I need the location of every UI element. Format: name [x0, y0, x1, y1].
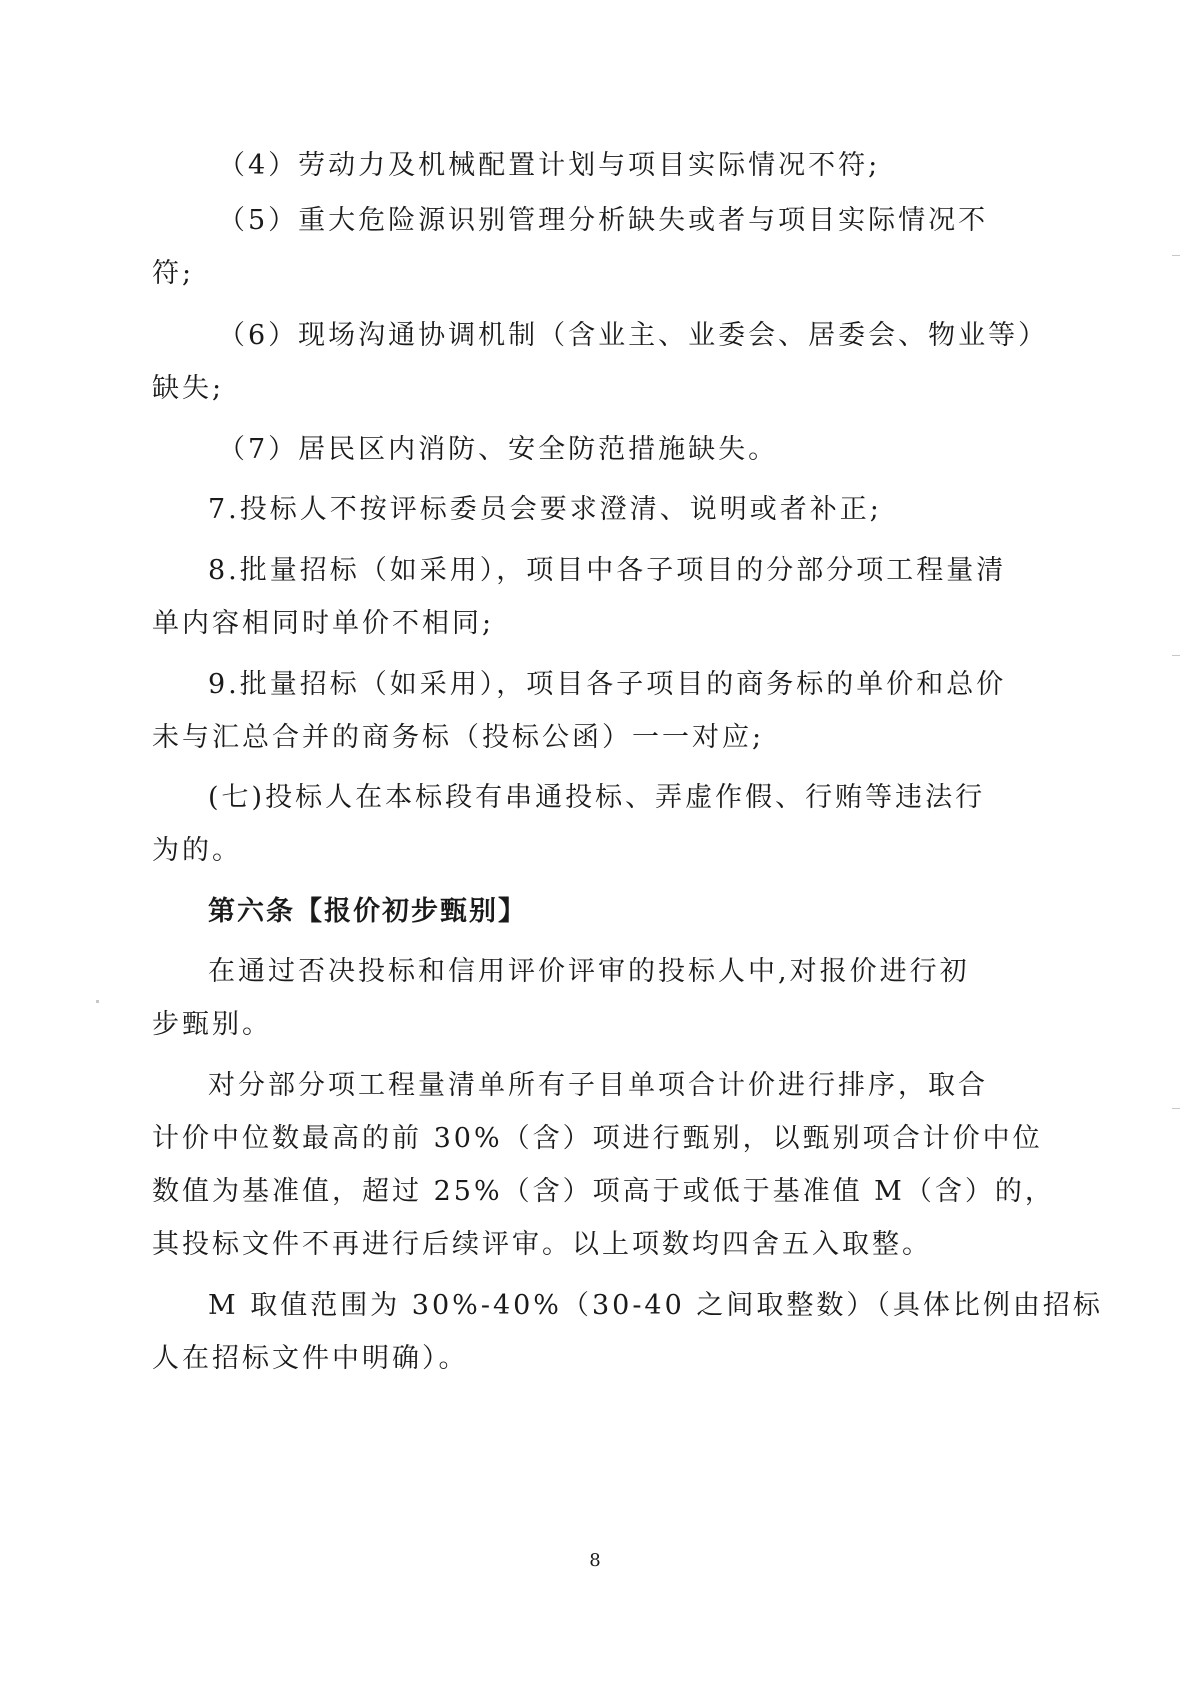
article-6-para-1-line-2: 步甄别。 [152, 1009, 272, 1040]
item-6-line-2: 缺失; [152, 373, 225, 404]
article-6-para-2-line-3: 数值为基准值，超过 25%（含）项高于或低于基准值 M（含）的， [152, 1176, 1055, 1207]
section-7-line-1: (七)投标人在本标段有串通投标、弄虚作假、行贿等违法行 [208, 782, 986, 813]
item-4-line: （4）劳动力及机械配置计划与项目实际情况不符; [218, 150, 881, 181]
article-6-para-3-line-1: M 取值范围为 30%-40%（30-40 之间取整数）（具体比例由招标 [208, 1290, 1103, 1321]
item-5-line-2: 符; [152, 258, 195, 289]
clause-8-line-1: 8.批量招标（如采用），项目中各子项目的分部分项工程量清 [208, 555, 1007, 586]
article-6-para-2-line-4: 其投标文件不再进行后续评审。以上项数均四舍五入取整。 [152, 1229, 932, 1260]
article-6-heading: 第六条【报价初步甄别】 [208, 896, 527, 927]
article-6-para-3-line-2: 人在招标文件中明确）。 [152, 1343, 469, 1374]
clause-8-line-2: 单内容相同时单价不相同; [152, 608, 495, 639]
scan-speck [96, 1000, 99, 1003]
clause-9-line-1: 9.批量招标（如采用），项目各子项目的商务标的单价和总价 [208, 669, 1007, 700]
article-6-para-2-line-2: 计价中位数最高的前 30%（含）项进行甄别，以甄别项合计价中位 [152, 1123, 1043, 1154]
scan-speck [1172, 255, 1180, 256]
scan-speck [1172, 1108, 1180, 1109]
item-7-line: （7）居民区内消防、安全防范措施缺失。 [218, 434, 779, 465]
clause-9-line-2: 未与汇总合并的商务标（投标公函）一一对应; [152, 722, 765, 753]
page-number: 8 [589, 1550, 601, 1571]
scan-speck [1172, 655, 1180, 656]
item-6-line-1: （6）现场沟通协调机制（含业主、业委会、居委会、物业等） [218, 320, 1049, 351]
clause-7-line: 7.投标人不按评标委员会要求澄清、说明或者补正; [208, 494, 882, 525]
item-5-line-1: （5）重大危险源识别管理分析缺失或者与项目实际情况不 [218, 205, 989, 236]
article-6-para-2-line-1: 对分部分项工程量清单所有子目单项合计价进行排序，取合 [208, 1070, 988, 1101]
article-6-para-1-line-1: 在通过否决投标和信用评价评审的投标人中,对报价进行初 [208, 956, 970, 987]
section-7-line-2: 为的。 [152, 835, 242, 866]
